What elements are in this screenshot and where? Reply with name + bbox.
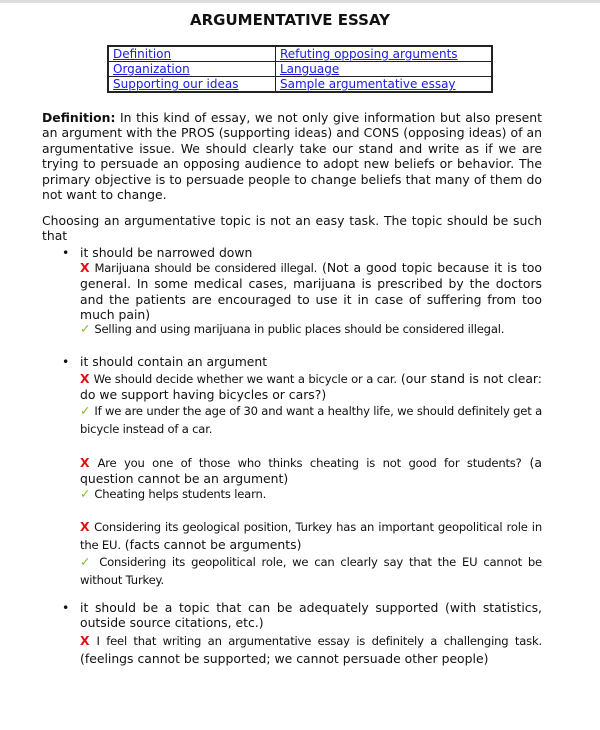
good-example bbox=[80, 321, 542, 337]
example-note: (our stand is not clear: do we support having bicycles or cars?) bbox=[80, 371, 542, 403]
check-icon: ✓ bbox=[80, 554, 93, 569]
top-border bbox=[0, 0, 600, 3]
toc-link-supporting[interactable]: Supporting our ideas bbox=[113, 77, 239, 91]
good-example bbox=[80, 402, 542, 438]
x-icon: X bbox=[80, 455, 90, 470]
example-note: (Not a good topic because it is too general. In some medical cases, marijuana is prescribed by the doctors and the patients are encouraged to use it in case of suffering from too much pain) bbox=[80, 260, 542, 323]
x-icon: X bbox=[80, 260, 90, 275]
toc-link-refuting[interactable]: Refuting opposing arguments bbox=[280, 47, 458, 61]
intro-paragraph: Choosing an argumentative topic is not an easy task. The topic should be such that bbox=[42, 213, 542, 244]
good-example bbox=[80, 486, 542, 502]
bad-example bbox=[80, 260, 542, 323]
bad-example bbox=[80, 371, 542, 403]
bullet-item bbox=[62, 354, 542, 369]
bullet-item bbox=[62, 245, 542, 260]
bullet-text: it should be a topic that can be adequately supported (with statistics, outside source citations, etc.) bbox=[80, 600, 542, 631]
example-text: Considering its geological position, Turkey has an important geopolitical role in the EU. bbox=[80, 520, 542, 552]
toc-link-organization[interactable]: Organization bbox=[113, 62, 190, 76]
example-note: (a question cannot be an argument) bbox=[80, 455, 542, 487]
example-text: I feel that writing an argumentative essay is definitely a challenging task. bbox=[96, 634, 542, 648]
bullet-text: it should contain an argument bbox=[80, 354, 268, 369]
definition-text: In this kind of essay, we not only give information but also present an argument with the PROS (supporting ideas) and CONS (opposing ideas) of an argumentative issue. We should clearly take our stand and write as if we are trying to persuade an opposing audience to adopt new beliefs or behavior. The primary objective is to persuade people to change beliefs that many of them do not want to change. bbox=[42, 110, 542, 203]
example-text: Considering its geopolitical role, we can clearly say that the EU cannot be without Turkey. bbox=[80, 555, 542, 587]
check-icon: ✓ bbox=[80, 403, 91, 418]
bad-example bbox=[80, 455, 542, 487]
bullet-icon: • bbox=[62, 600, 70, 615]
example-text: If we are under the age of 30 and want a healthy life, we should definitely get a bicycle instead of a car. bbox=[80, 404, 542, 436]
toc-link-definition[interactable]: Definition bbox=[113, 47, 172, 61]
definition-paragraph bbox=[42, 110, 542, 202]
example-text: Marijuana should be considered illegal. bbox=[94, 261, 318, 275]
example-text: Selling and using marijuana in public places should be considered illegal. bbox=[94, 322, 505, 336]
x-icon: X bbox=[80, 633, 90, 648]
example-text: Cheating helps students learn. bbox=[94, 487, 267, 501]
bullet-item bbox=[62, 600, 542, 631]
toc-link-language[interactable]: Language bbox=[280, 62, 340, 76]
good-example bbox=[80, 553, 542, 589]
page-title: ARGUMENTATIVE ESSAY bbox=[190, 11, 390, 29]
bullet-text: it should be narrowed down bbox=[80, 245, 253, 260]
bad-example bbox=[80, 518, 542, 554]
definition-label: Definition: bbox=[42, 110, 116, 125]
check-icon: ✓ bbox=[80, 486, 91, 501]
bad-example bbox=[80, 632, 542, 667]
check-icon: ✓ bbox=[80, 321, 91, 336]
table-of-contents bbox=[107, 45, 493, 93]
example-text: We should decide whether we want a bicycle or a car. bbox=[93, 372, 397, 386]
x-icon: X bbox=[80, 519, 90, 534]
example-note: (feelings cannot be supported; we cannot persuade other people) bbox=[80, 651, 489, 666]
example-note: (facts cannot be arguments) bbox=[120, 537, 302, 552]
bullet-icon: • bbox=[62, 354, 70, 369]
bullet-icon: • bbox=[62, 245, 70, 260]
x-icon: X bbox=[80, 371, 90, 386]
toc-link-sample[interactable]: Sample argumentative essay bbox=[280, 77, 456, 91]
example-text: Are you one of those who thinks cheating is not good for students? bbox=[97, 456, 522, 470]
